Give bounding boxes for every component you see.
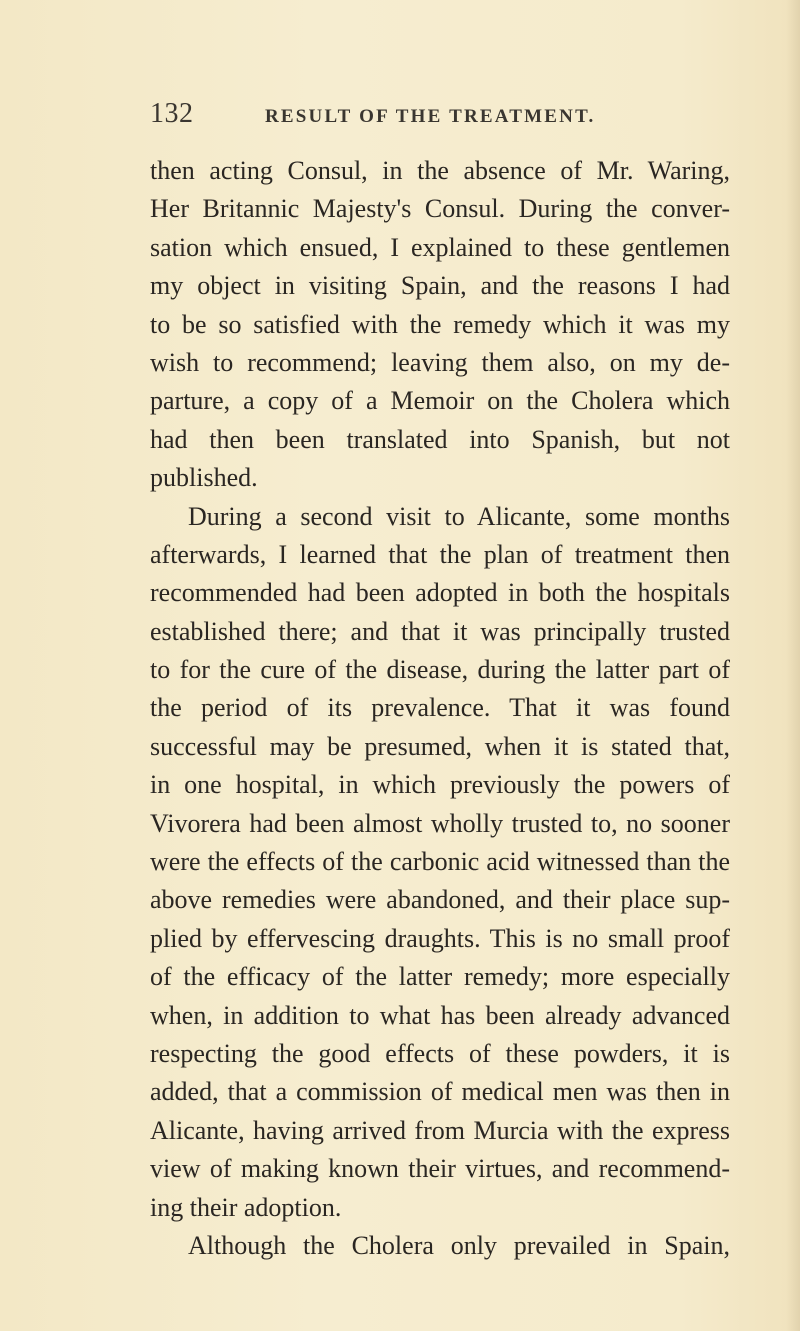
text-line: had then been translated into Spanish, but not [150,424,730,454]
text-line: Alicante, having arrived from Murcia with the express [150,1115,730,1145]
text-line: to for the cure of the disease, during the latter part of [150,655,730,685]
text-line: were the effects of the carbonic acid witnessed than the [150,847,730,877]
text-line: Although the Cholera only prevailed in Spain, [188,1230,730,1260]
page-edge-shadow [786,0,800,1331]
text-line: recommended had been adopted in both the hospitals [150,578,730,608]
text-line: sation which ensued, I explained to these gentlemen [150,232,730,262]
text-line: established there; and that it was principally trusted [150,616,730,646]
running-title: RESULT OF THE TREATMENT. [265,106,596,127]
text-line: successful may be presumed, when it is stated that, [150,731,730,761]
page-number: 132 [150,98,194,129]
text-line: then acting Consul, in the absence of Mr. Waring, [150,156,730,185]
text-line: During a second visit to Alicante, some months [188,501,730,531]
text-line: Her Britannic Majesty's Consul. During the conver- [150,194,730,224]
text-line: added, that a commission of medical men was then in [150,1077,730,1107]
text-line: parture, a copy of a Memoir on the Cholera which [150,386,730,416]
text-line: above remedies were abandoned, and their place sup- [150,885,730,915]
text-line: published. [150,463,258,493]
text-line: respecting the good effects of these powders, it is [150,1038,730,1068]
text-line: wish to recommend; leaving them also, on my de- [150,347,730,377]
text-line: of the efficacy of the latter remedy; more especially [150,962,730,992]
text-line: my object in visiting Spain, and the reasons I had [150,271,730,301]
text-line: Vivorera had been almost wholly trusted to, no sooner [150,808,730,838]
text-line: the period of its prevalence. That it was found [150,693,730,723]
text-line: afterwards, I learned that the plan of treatment then [150,539,730,569]
text-line: when, in addition to what has been already advanced [150,1000,730,1030]
page-header [150,98,730,138]
text-line: ing their adoption. [150,1192,342,1222]
text-line: to be so satisfied with the remedy which it was my [150,309,730,339]
text-line: view of making known their virtues, and recommend- [150,1154,730,1184]
body-text [150,152,730,1265]
text-line: in one hospital, in which previously the powers of [150,770,730,800]
text-line: plied by effervescing draughts. This is no small proof [150,923,730,953]
